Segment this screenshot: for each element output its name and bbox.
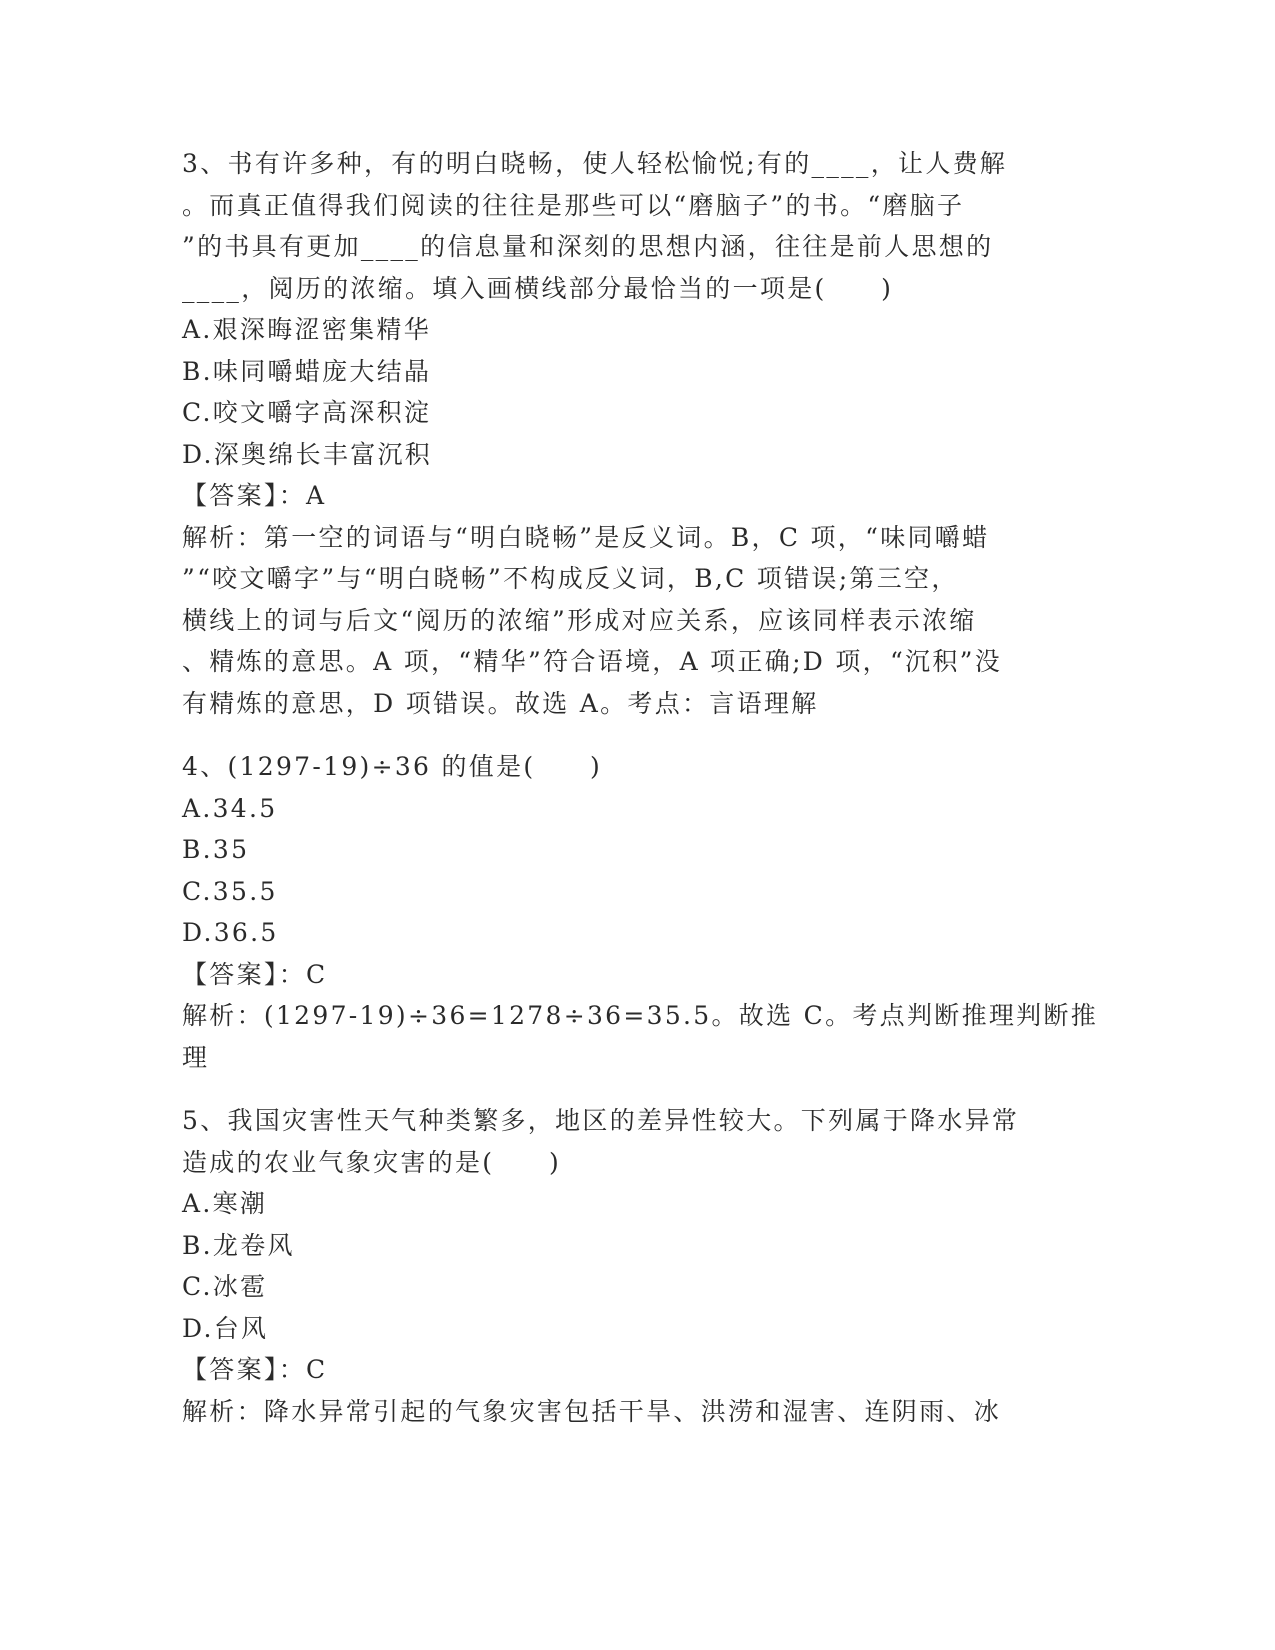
option-c: C.35.5 xyxy=(182,876,278,906)
option-d: D.台风 xyxy=(182,1313,269,1343)
option-b: B.35 xyxy=(182,835,250,864)
option-c: C.咬文嚼字高深积淀 xyxy=(182,398,432,427)
option-c: C.冰雹 xyxy=(182,1272,268,1301)
answer-line: 【答案】：C xyxy=(182,959,328,989)
question-stem-line: 造成的农业气象灾害的是( ) xyxy=(182,1147,562,1177)
option-d: D.深奥绵长丰富沉积 xyxy=(182,439,433,469)
option-b: B.龙卷风 xyxy=(182,1230,295,1260)
question-stem-line: 4、(1297-19)÷36 的值是( ) xyxy=(182,752,603,781)
question-stem-line: 3、书有许多种，有的明白晓畅，使人轻松愉悦;有的____，让人费解 xyxy=(182,149,1008,178)
analysis-line: 有精炼的意思，D 项错误。故选 A。考点：言语理解 xyxy=(182,688,819,718)
answer-line: 【答案】：A xyxy=(182,481,327,510)
question-stem-line: ”的书具有更加____的信息量和深刻的思想内涵，往往是前人思想的 xyxy=(182,232,994,261)
question-spacer xyxy=(182,724,1082,746)
analysis-line: 解析：降水异常引起的气象灾害包括干旱、洪涝和湿害、连阴雨、冰 xyxy=(182,1396,1002,1426)
question-5 xyxy=(182,1100,1082,1432)
option-a: A.34.5 xyxy=(182,793,278,823)
question-3 xyxy=(182,143,1082,724)
analysis-line: ”“咬文嚼字”与“明白晓畅”不构成反义词，B,C 项错误;第三空， xyxy=(182,564,959,593)
option-a: A.寒潮 xyxy=(182,1189,268,1218)
analysis-line: 理 xyxy=(182,1042,210,1072)
question-spacer xyxy=(182,1078,1082,1100)
analysis-line: 横线上的词与后文“阅历的浓缩”形成对应关系，应该同样表示浓缩 xyxy=(182,605,977,635)
option-a: A.艰深晦涩密集精华 xyxy=(182,315,432,344)
question-stem-line: 。而真正值得我们阅读的往往是那些可以“磨脑子”的书。“磨脑子 xyxy=(182,190,965,220)
question-stem-line: ____，阅历的浓缩。填入画横线部分最恰当的一项是( ) xyxy=(182,273,894,303)
analysis-line: 解析：第一空的词语与“明白晓畅”是反义词。B，C 项，“味同嚼蜡 xyxy=(182,522,990,552)
question-4 xyxy=(182,746,1099,1078)
option-d: D.36.5 xyxy=(182,918,279,947)
analysis-line: 、精炼的意思。A 项，“精华”符合语境，A 项正确;D 项，“沉积”没 xyxy=(182,647,1003,676)
analysis-line: 解析：(1297-19)÷36=1278÷36=35.5。故选 C。考点判断推理判断推 xyxy=(182,1001,1099,1030)
question-stem-line: 5、我国灾害性天气种类繁多，地区的差异性较大。下列属于降水异常 xyxy=(182,1106,1020,1135)
document-page xyxy=(182,143,1099,1432)
answer-line: 【答案】：C xyxy=(182,1355,328,1384)
option-b: B.味同嚼蜡庞大结晶 xyxy=(182,356,432,386)
